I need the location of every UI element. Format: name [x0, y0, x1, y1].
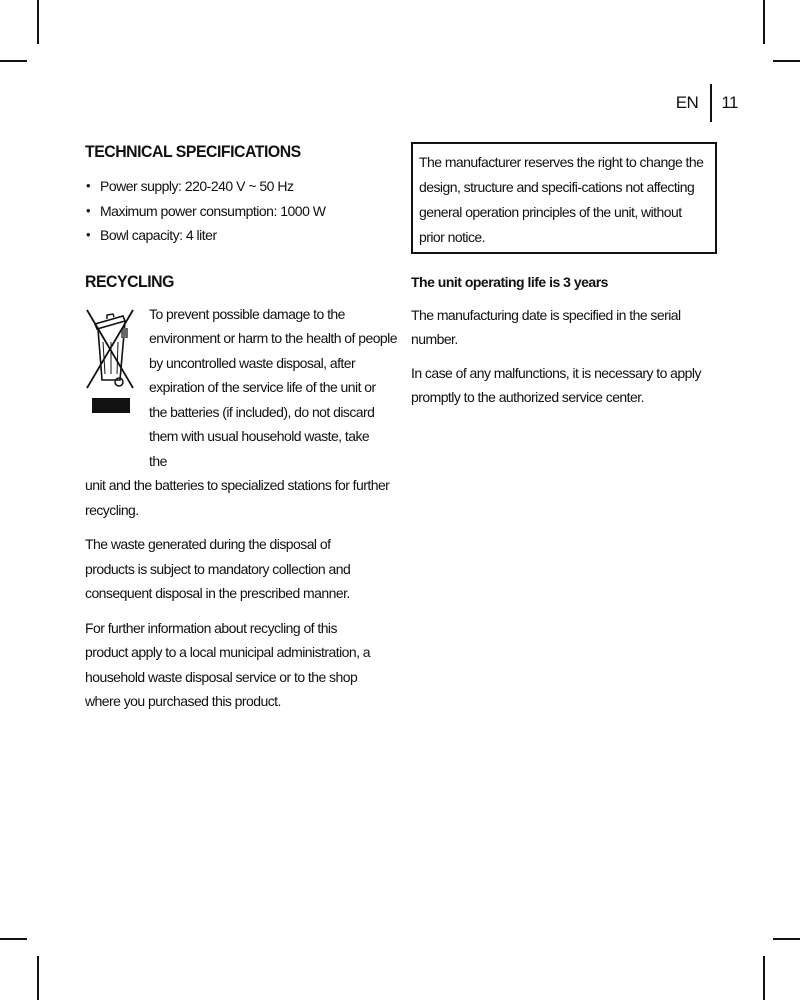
crop-mark-bottom-left-vertical: [37, 956, 39, 1000]
spec-item-power-supply: • Power supply: 220-240 V ~ 50 Hz: [85, 174, 385, 199]
recycling-line: environment or harm to the health of people: [149, 330, 397, 346]
manufacturer-notice-box: [411, 142, 717, 254]
malfunctions-paragraph: In case of any malfunctions, it is necessary to apply promptly to the authorized service center.: [411, 364, 701, 405]
spec-item-power-consumption: • Maximum power consumption: 1000 W: [85, 199, 385, 224]
crossed-out-wheelie-bin-icon: [85, 302, 135, 418]
recycling-line: expiration of the service life of the unit or: [149, 379, 376, 395]
technical-specifications-heading: TECHNICAL SPECIFICATIONS: [85, 142, 301, 161]
page-header: [676, 84, 738, 122]
crop-mark-top-right-horizontal: [773, 60, 800, 62]
right-column: [411, 142, 716, 410]
recycling-line: the batteries (if included), do not discard: [149, 403, 375, 420]
language-code: EN: [675, 93, 699, 112]
left-column: [85, 140, 397, 714]
crop-mark-top-right-vertical: [763, 0, 765, 44]
recycling-line: them with usual household waste, take the: [149, 428, 370, 469]
specifications-list: [85, 174, 385, 248]
recycling-heading: RECYCLING: [85, 271, 174, 291]
crop-mark-bottom-right-horizontal: [773, 938, 800, 940]
crop-mark-bottom-right-vertical: [763, 956, 765, 1000]
spec-item-bowl-capacity: • Bowl capacity: 4 liter: [85, 223, 385, 248]
waste-disposal-paragraph: The waste generated during the disposal of products is subject to mandatory collection and consequent disposal in the prescribed manner.: [85, 536, 351, 601]
recycling-line: unit and the batteries to specialized stations for further: [85, 477, 390, 493]
crop-mark-bottom-left-horizontal: [0, 938, 27, 940]
header-divider: [710, 84, 712, 122]
operating-life-heading: The unit operating life is 3 years: [411, 274, 608, 290]
crop-mark-top-left-vertical: [37, 0, 39, 44]
recycling-text: [85, 302, 397, 523]
recycling-line: by uncontrolled waste disposal, after: [149, 354, 356, 371]
manufacturer-notice-text: The manufacturer reserves the right to change the design, structure and specifi-cations not affecting general operation principles of the unit, without prior notice.: [419, 154, 704, 245]
manufacturing-date-paragraph: The manufacturing date is specified in the serial number.: [411, 306, 681, 347]
crop-mark-top-left-horizontal: [0, 60, 27, 62]
further-information-paragraph: For further information about recycling of this product apply to a local municipal administration, a household waste disposal service or to the shop where you purchased this product.: [85, 619, 371, 709]
recycling-line: recycling.: [85, 501, 139, 518]
recycling-line: To prevent possible damage to the: [149, 305, 345, 322]
page-number: 11: [721, 93, 738, 112]
